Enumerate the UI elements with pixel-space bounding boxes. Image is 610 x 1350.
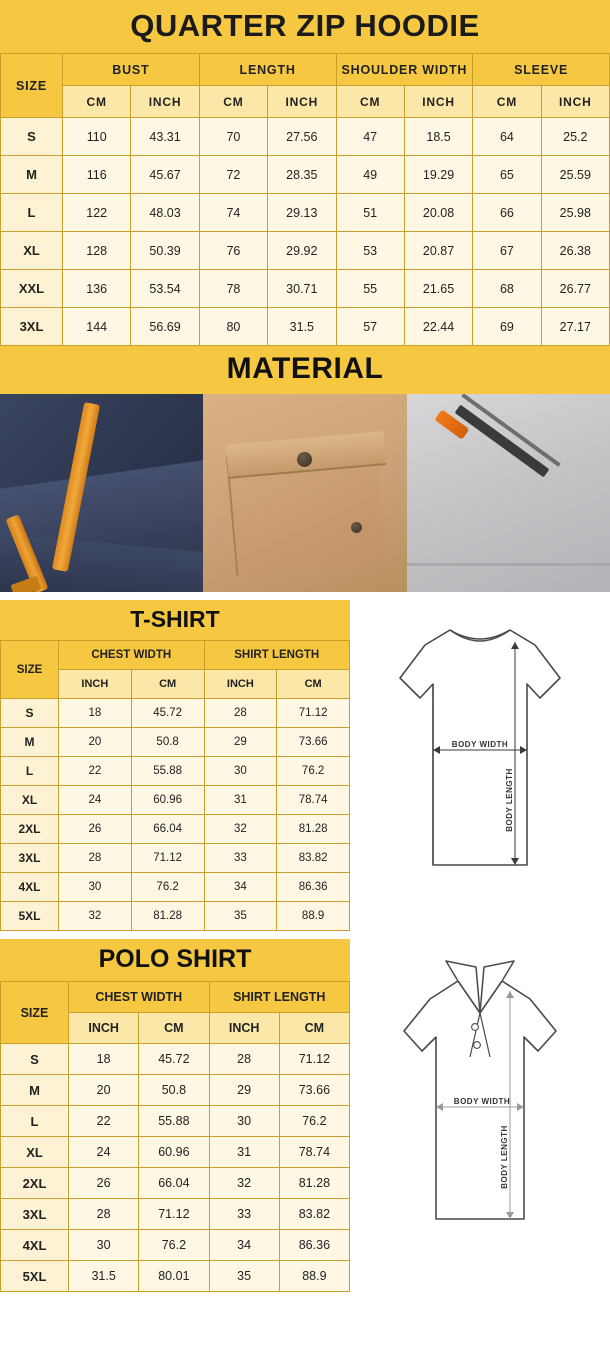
row-size: M [1, 1075, 69, 1106]
cell: 83.82 [277, 844, 350, 873]
cell: 83.82 [279, 1199, 349, 1230]
cell: 20.08 [404, 194, 472, 232]
row-size: L [1, 194, 63, 232]
cell: 81.28 [279, 1168, 349, 1199]
polo-table-wrap [0, 939, 350, 1292]
cell: 28 [204, 699, 277, 728]
cell: 26 [59, 815, 132, 844]
cell: 50.8 [131, 728, 204, 757]
tan-sleeve-pocket-photo [203, 394, 406, 592]
header-chest-width: CHEST WIDTH [69, 982, 210, 1013]
cell: 22 [69, 1106, 139, 1137]
cell: 88.9 [279, 1261, 349, 1292]
cell: 116 [63, 156, 131, 194]
cell: 71.12 [277, 699, 350, 728]
cell: 31.5 [268, 308, 336, 346]
cell: 76.2 [277, 757, 350, 786]
cell: 21.65 [404, 270, 472, 308]
table-row [1, 1106, 350, 1137]
cell: 30 [69, 1230, 139, 1261]
table-row [1, 118, 610, 156]
subheader-length-inch: INCH [209, 1013, 279, 1044]
subheader-shoulder-cm: CM [336, 86, 404, 118]
table-row [1, 1230, 350, 1261]
cell: 34 [209, 1230, 279, 1261]
subheader-length-cm: CM [277, 670, 350, 699]
cell: 31 [209, 1137, 279, 1168]
polo-body-length-label: BODY LENGTH [499, 1125, 509, 1189]
subheader-sleeve-cm: CM [473, 86, 541, 118]
header-size: SIZE [1, 982, 69, 1044]
cell: 45.72 [131, 699, 204, 728]
cell: 27.56 [268, 118, 336, 156]
table-row [1, 194, 610, 232]
cell: 25.98 [541, 194, 609, 232]
table-row [1, 1044, 350, 1075]
cell: 33 [204, 844, 277, 873]
cell: 26.77 [541, 270, 609, 308]
row-size: 2XL [1, 815, 59, 844]
cell: 26.38 [541, 232, 609, 270]
cell: 50.8 [139, 1075, 209, 1106]
cell: 30 [59, 873, 132, 902]
cell: 25.59 [541, 156, 609, 194]
row-size: XL [1, 1137, 69, 1168]
material-section-title: MATERIAL [0, 346, 610, 394]
cell: 76.2 [279, 1106, 349, 1137]
row-size: XL [1, 786, 59, 815]
table-row [1, 786, 350, 815]
table-row [1, 1199, 350, 1230]
polo-section-title: POLO SHIRT [0, 939, 350, 981]
cell: 51 [336, 194, 404, 232]
cell: 55 [336, 270, 404, 308]
row-size: 5XL [1, 902, 59, 931]
polo-section [0, 939, 610, 1292]
tshirt-body-length-label: BODY LENGTH [505, 768, 514, 832]
cell: 80.01 [139, 1261, 209, 1292]
table-header-row [1, 54, 610, 86]
tshirt-section-title: T-SHIRT [0, 600, 350, 640]
cell: 32 [204, 815, 277, 844]
tshirt-size-table [0, 640, 350, 931]
cell: 53.54 [131, 270, 199, 308]
row-size: XXL [1, 270, 63, 308]
cell: 29.13 [268, 194, 336, 232]
cell: 56.69 [131, 308, 199, 346]
cell: 29 [209, 1075, 279, 1106]
cell: 20.87 [404, 232, 472, 270]
cell: 55.88 [139, 1106, 209, 1137]
cell: 45.67 [131, 156, 199, 194]
cell: 68 [473, 270, 541, 308]
header-shirt-length: SHIRT LENGTH [204, 641, 350, 670]
cell: 144 [63, 308, 131, 346]
table-row [1, 902, 350, 931]
polo-body-width-label: BODY WIDTH [453, 1097, 510, 1106]
subheader-shoulder-inch: INCH [404, 86, 472, 118]
table-row [1, 1137, 350, 1168]
subheader-chest-cm: CM [139, 1013, 209, 1044]
header-size: SIZE [1, 54, 63, 118]
cell: 19.29 [404, 156, 472, 194]
subheader-length-cm: CM [279, 1013, 349, 1044]
cell: 18 [69, 1044, 139, 1075]
table-row [1, 844, 350, 873]
header-length: LENGTH [199, 54, 336, 86]
cell: 53 [336, 232, 404, 270]
table-row [1, 308, 610, 346]
polo-diagram [350, 939, 610, 1292]
cell: 24 [69, 1137, 139, 1168]
cell: 30 [209, 1106, 279, 1137]
cell: 57 [336, 308, 404, 346]
table-header-row [1, 641, 350, 670]
header-shoulder-width: SHOULDER WIDTH [336, 54, 473, 86]
row-size: 2XL [1, 1168, 69, 1199]
subheader-length-inch: INCH [204, 670, 277, 699]
cell: 28 [59, 844, 132, 873]
cell: 128 [63, 232, 131, 270]
cell: 110 [63, 118, 131, 156]
cell: 60.96 [131, 786, 204, 815]
cell: 32 [59, 902, 132, 931]
cell: 47 [336, 118, 404, 156]
subheader-chest-cm: CM [131, 670, 204, 699]
tshirt-section [0, 600, 610, 931]
cell: 66.04 [131, 815, 204, 844]
cell: 28 [209, 1044, 279, 1075]
cell: 20 [69, 1075, 139, 1106]
cell: 32 [209, 1168, 279, 1199]
cell: 20 [59, 728, 132, 757]
cell: 28.35 [268, 156, 336, 194]
subheader-length-cm: CM [199, 86, 267, 118]
cell: 71.12 [139, 1199, 209, 1230]
cell: 25.2 [541, 118, 609, 156]
table-row [1, 728, 350, 757]
cell: 122 [63, 194, 131, 232]
cell: 78 [199, 270, 267, 308]
cell: 86.36 [279, 1230, 349, 1261]
header-shirt-length: SHIRT LENGTH [209, 982, 350, 1013]
table-row [1, 156, 610, 194]
table-row [1, 1261, 350, 1292]
cell: 60.96 [139, 1137, 209, 1168]
tshirt-body-width-label: BODY WIDTH [451, 740, 509, 749]
row-size: S [1, 118, 63, 156]
header-bust: BUST [63, 54, 200, 86]
cell: 70 [199, 118, 267, 156]
cell: 34 [204, 873, 277, 902]
row-size: XL [1, 232, 63, 270]
cell: 35 [209, 1261, 279, 1292]
row-size: 5XL [1, 1261, 69, 1292]
header-sleeve: SLEEVE [473, 54, 610, 86]
cell: 35 [204, 902, 277, 931]
table-subheader-row [1, 86, 610, 118]
row-size: 4XL [1, 1230, 69, 1261]
cell: 50.39 [131, 232, 199, 270]
cell: 67 [473, 232, 541, 270]
table-row [1, 232, 610, 270]
grey-fabric-zipper-photo [407, 394, 610, 592]
cell: 30 [204, 757, 277, 786]
cell: 18 [59, 699, 132, 728]
cell: 22 [59, 757, 132, 786]
table-row [1, 873, 350, 902]
cell: 26 [69, 1168, 139, 1199]
row-size: M [1, 156, 63, 194]
cell: 76.2 [139, 1230, 209, 1261]
hoodie-section-title: QUARTER ZIP HOODIE [0, 0, 610, 53]
polo-size-table [0, 981, 350, 1292]
cell: 45.72 [139, 1044, 209, 1075]
cell: 18.5 [404, 118, 472, 156]
cell: 136 [63, 270, 131, 308]
cell: 76.2 [131, 873, 204, 902]
cell: 71.12 [279, 1044, 349, 1075]
cell: 73.66 [279, 1075, 349, 1106]
cell: 80 [199, 308, 267, 346]
cell: 31.5 [69, 1261, 139, 1292]
row-size: 3XL [1, 844, 59, 873]
row-size: 4XL [1, 873, 59, 902]
cell: 66 [473, 194, 541, 232]
row-size: 3XL [1, 1199, 69, 1230]
row-size: S [1, 699, 59, 728]
navy-hoodie-drawstring-photo [0, 394, 203, 592]
table-row [1, 1075, 350, 1106]
cell: 43.31 [131, 118, 199, 156]
table-row [1, 815, 350, 844]
cell: 88.9 [277, 902, 350, 931]
cell: 33 [209, 1199, 279, 1230]
table-row [1, 270, 610, 308]
cell: 69 [473, 308, 541, 346]
table-row [1, 1168, 350, 1199]
tshirt-diagram [350, 600, 610, 931]
cell: 81.28 [277, 815, 350, 844]
table-header-row [1, 982, 350, 1013]
cell: 65 [473, 156, 541, 194]
cell: 27.17 [541, 308, 609, 346]
hoodie-size-table [0, 53, 610, 346]
cell: 71.12 [131, 844, 204, 873]
subheader-bust-cm: CM [63, 86, 131, 118]
cell: 55.88 [131, 757, 204, 786]
subheader-chest-inch: INCH [69, 1013, 139, 1044]
cell: 64 [473, 118, 541, 156]
cell: 49 [336, 156, 404, 194]
row-size: S [1, 1044, 69, 1075]
subheader-chest-inch: INCH [59, 670, 132, 699]
cell: 24 [59, 786, 132, 815]
cell: 74 [199, 194, 267, 232]
cell: 76 [199, 232, 267, 270]
cell: 73.66 [277, 728, 350, 757]
cell: 78.74 [279, 1137, 349, 1168]
material-photo-row [0, 394, 610, 592]
cell: 22.44 [404, 308, 472, 346]
cell: 29 [204, 728, 277, 757]
row-size: 3XL [1, 308, 63, 346]
subheader-length-inch: INCH [268, 86, 336, 118]
header-size: SIZE [1, 641, 59, 699]
header-chest-width: CHEST WIDTH [59, 641, 205, 670]
row-size: M [1, 728, 59, 757]
table-row [1, 757, 350, 786]
cell: 28 [69, 1199, 139, 1230]
cell: 48.03 [131, 194, 199, 232]
cell: 86.36 [277, 873, 350, 902]
table-row [1, 699, 350, 728]
subheader-sleeve-inch: INCH [541, 86, 609, 118]
cell: 72 [199, 156, 267, 194]
tshirt-table-wrap [0, 600, 350, 931]
cell: 81.28 [131, 902, 204, 931]
cell: 29.92 [268, 232, 336, 270]
subheader-bust-inch: INCH [131, 86, 199, 118]
cell: 66.04 [139, 1168, 209, 1199]
cell: 30.71 [268, 270, 336, 308]
row-size: L [1, 757, 59, 786]
cell: 78.74 [277, 786, 350, 815]
cell: 31 [204, 786, 277, 815]
row-size: L [1, 1106, 69, 1137]
